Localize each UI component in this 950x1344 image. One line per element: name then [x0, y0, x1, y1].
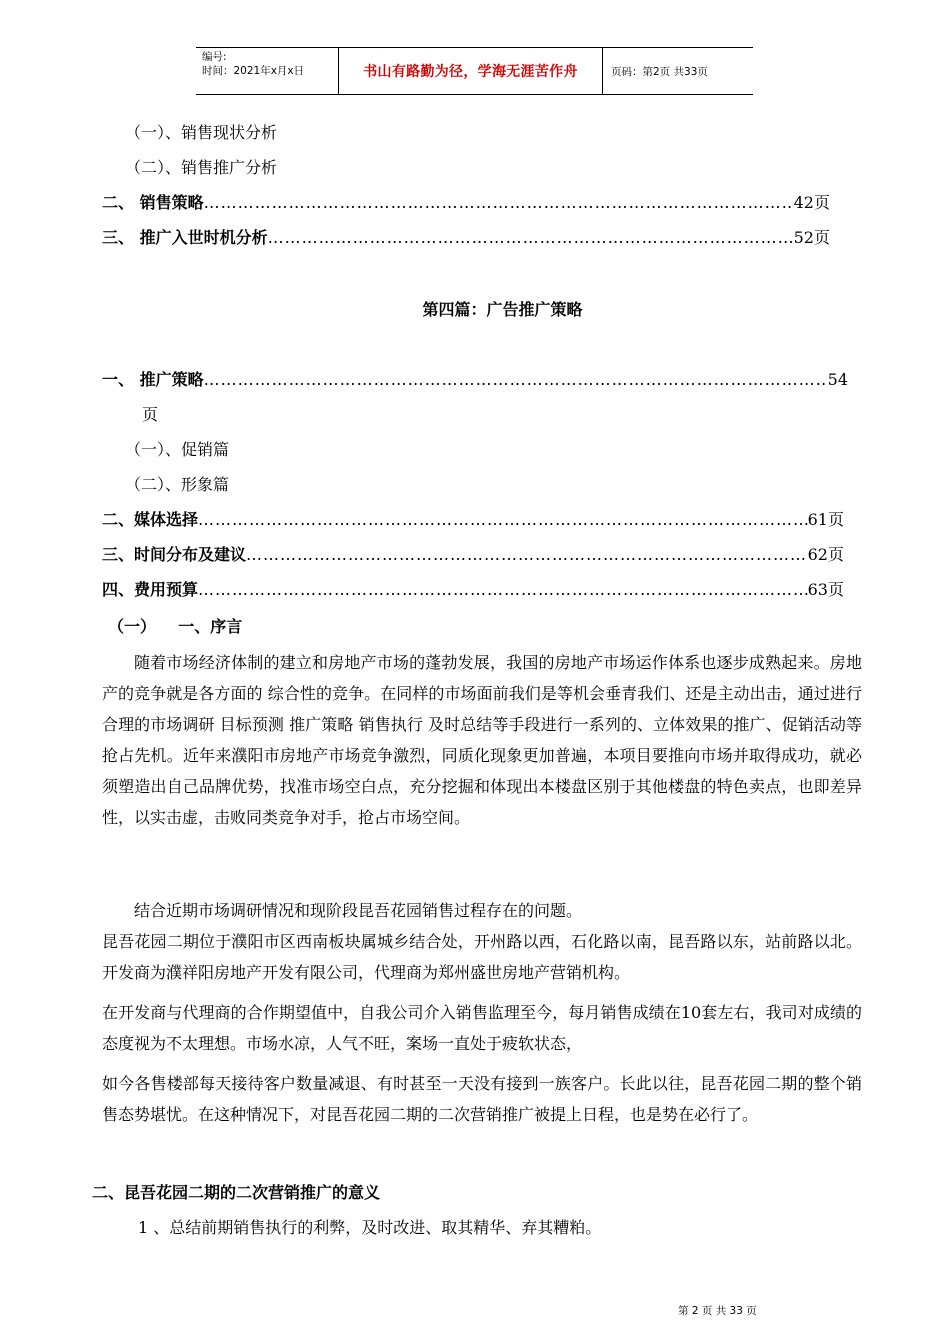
toc-entry-label: 四、费用预算 — [102, 580, 199, 599]
toc-entry — [102, 227, 830, 249]
toc-entry — [102, 509, 844, 531]
toc-entry-label: 二、 销售策略 — [102, 193, 204, 212]
body-paragraph: 在开发商与代理商的合作期望值中，自我公司介入销售监理至今，每月销售成绩在10套左右，我司对成绩的态度视为不太理想。市场水凉，人气不旺，案场一直处于疲软状态， — [102, 1003, 862, 1053]
toc-entry-page: 63页 — [807, 580, 844, 599]
header-meta — [196, 48, 339, 94]
toc-leader-dots — [198, 509, 808, 531]
toc-entry — [102, 369, 848, 391]
toc-leader-dots — [204, 192, 794, 214]
body-paragraph: 随着市场经济体制的建立和房地产市场的蓬勃发展，我国的房地产市场运作体系也逐步成熟起来。房地产的竞争就是各方面的 综合性的竞争。在同样的市场面前我们是等机会垂青我们、还是主动出击，通过进行合理的市场调研 目标预测 推广策略 销售执行 及时总结等手段进行一系列的、立体效果的推广、促销活动等抢占先机。近年来濮阳市房地产市场竞争激烈，同质化现象更加普遍，本项目要推向市场并取得成功，就必须塑造出自己品牌优势，找准市场空白点，充分挖掘和体现出本楼盘区别于其他楼盘的特色卖点，也即差异性，以实击虚，击败同类竞争对手，抢占市场空间。 — [102, 653, 862, 827]
page-header — [196, 47, 753, 95]
toc-entry-page: 62页 — [807, 545, 844, 564]
toc-leader-dots — [246, 544, 808, 566]
toc-leader-dots — [204, 369, 828, 391]
toc-entry-label: 一、 推广策略 — [102, 370, 204, 389]
toc-entry-page: 61页 — [807, 510, 844, 529]
toc-leader-dots — [198, 579, 808, 601]
toc-entry-page: 52页 — [793, 228, 830, 247]
part-title: 第四篇：广告推广策略 — [422, 300, 583, 319]
body-paragraph: 如今各售楼部每天接待客户数量减退、有时甚至一天没有接到一族客户。长此以往，昆吾花园二期的整个销售态势堪忧。在这种情况下，对昆吾花园二期的二次营销推广被提上日程，也是势在必行了。 — [102, 1074, 862, 1124]
toc-entry-page: 54 — [827, 370, 848, 389]
toc-entry — [102, 579, 844, 601]
body-paragraph: 昆吾花园二期位于濮阳市区西南板块属城乡结合处，开州路以西，石化路以南，昆吾路以东，站前路以北。开发商为濮祥阳房地产开发有限公司，代理商为郑州盛世房地产营销机构。 — [102, 932, 862, 982]
list-item: 1 、总结前期销售执行的利弊，及时改进、取其精华、弃其糟粕。 — [138, 1218, 602, 1237]
section-heading: 二、昆吾花园二期的二次营销推广的意义 — [92, 1183, 381, 1202]
toc-entry-label: 三、时间分布及建议 — [102, 545, 247, 564]
page-footer: 第 2 页 共 33 页 — [678, 1305, 757, 1317]
toc-entry-label: 三、 推广入世时机分析 — [102, 228, 268, 247]
header-page-info: 页码：第2页 共33页 — [611, 65, 708, 78]
header-time-label: 时间：2021年x月x日 — [202, 65, 305, 77]
toc-entry — [102, 544, 844, 566]
toc-page-suffix: 页 — [142, 405, 159, 424]
header-number-label: 编号: — [202, 51, 227, 63]
header-motto: 书山有路勤为径，学海无涯苦作舟 — [339, 48, 603, 94]
body-paragraph: 结合近期市场调研情况和现阶段昆吾花园销售过程存在的问题。 — [134, 901, 583, 920]
toc-sub-item: （一）、促销篇 — [125, 440, 230, 459]
toc-sub-item: （二）、形象篇 — [125, 475, 230, 494]
toc-entry — [102, 192, 830, 214]
toc-entry-label: 二、媒体选择 — [102, 510, 199, 529]
toc-entry-page: 42页 — [793, 193, 830, 212]
toc-sub-item: （二）、销售推广分析 — [125, 158, 278, 177]
toc-leader-dots — [268, 227, 794, 249]
toc-sub-item: （一）、销售现状分析 — [125, 123, 278, 142]
section-heading: （一） 一、序言 — [108, 617, 243, 636]
